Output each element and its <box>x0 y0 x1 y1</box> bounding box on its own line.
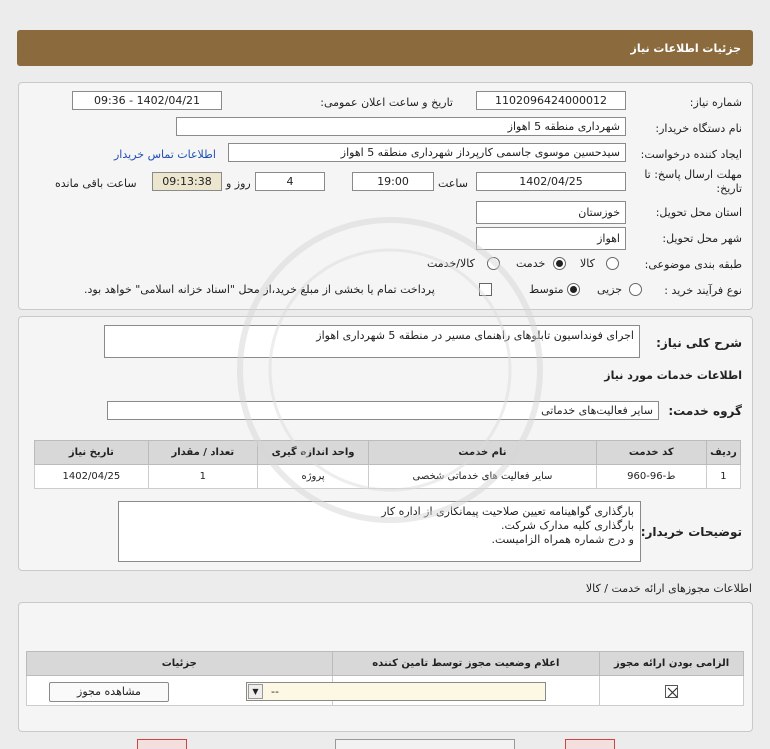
col-quantity: تعداد / مقدار <box>148 441 257 465</box>
deadline-date-field: 1402/04/25 <box>476 172 626 191</box>
permit-status-select[interactable] <box>246 682 546 701</box>
cell-service-code: ط-96-960 <box>596 465 706 489</box>
buyer-org-label: نام دستگاه خریدار: <box>655 122 742 135</box>
purchase-option-minor: جزیی <box>597 283 623 296</box>
cell-quantity: 1 <box>148 465 257 489</box>
bottom-button-red[interactable] <box>565 739 615 749</box>
remaining-time-label: ساعت باقی مانده <box>55 177 137 190</box>
table-row <box>35 465 741 489</box>
buyer-note-line: بارگذاری گواهینامه تعیین صلاحیت پیمانکاری از اداره کار <box>381 505 634 518</box>
buyer-org-field: شهرداری منطقه 5 اهواز <box>176 117 626 136</box>
requester-field: سیدحسین موسوی جاسمی کارپرداز شهرداری منطقه 5 اهواز <box>228 143 626 162</box>
x-mark-icon <box>666 686 679 699</box>
remaining-time-field: 09:13:38 <box>152 172 222 191</box>
category-radio-goods-service[interactable] <box>487 257 500 270</box>
buyer-notes-field <box>118 501 641 562</box>
chevron-down-icon[interactable]: ▼ <box>248 684 263 699</box>
purchase-radio-medium[interactable] <box>567 283 580 296</box>
deadline-days-field: 4 <box>255 172 325 191</box>
need-number-field: 1102096424000012 <box>476 91 626 110</box>
buyer-notes-label: توضیحات خریدار: <box>640 525 742 539</box>
col-row: ردیف <box>706 441 740 465</box>
services-table <box>34 440 741 489</box>
col-service-code: کد خدمت <box>596 441 706 465</box>
treasury-payment-checkbox[interactable] <box>479 283 492 296</box>
deadline-label-line1: مهلت ارسال پاسخ: تا <box>644 168 742 181</box>
category-radio-goods[interactable] <box>606 257 619 270</box>
summary-field: اجرای فونداسیون تابلوهای راهنمای مسیر در منطقه 5 شهرداری اهواز <box>104 325 640 358</box>
announce-datetime-label: تاریخ و ساعت اعلان عمومی: <box>320 96 453 109</box>
col-permit-status: اعلام وضعیت مجوز توسط تامین کننده <box>332 652 600 676</box>
deadline-days-label: روز و <box>226 177 251 190</box>
services-section-title: اطلاعات خدمات مورد نیاز <box>604 369 742 382</box>
cell-row: 1 <box>706 465 740 489</box>
category-option-goods-service: کالا/خدمت <box>427 257 475 270</box>
page-title: جزئیات اطلاعات نیاز <box>630 41 741 55</box>
deadline-label-line2: تاریخ: <box>716 182 742 195</box>
buyer-contact-link[interactable]: اطلاعات تماس خریدار <box>114 148 216 161</box>
col-permit-details: جزئیات <box>27 652 333 676</box>
cell-unit: پروژه <box>257 465 368 489</box>
permits-table-header <box>27 652 744 676</box>
permit-required-checkbox <box>665 685 678 698</box>
province-field: خوزستان <box>476 201 626 224</box>
buyer-note-line: و درج شماره همراه الزامیست. <box>491 533 634 546</box>
col-unit: واحد اندازه گیری <box>257 441 368 465</box>
service-group-field: سایر فعالیت‌های خدماتی <box>107 401 659 420</box>
purchase-option-medium: متوسط <box>529 283 564 296</box>
purchase-radio-minor[interactable] <box>629 283 642 296</box>
buyer-note-line: بارگذاری کلیه مدارک شرکت. <box>501 519 634 532</box>
permit-status-value: -- <box>271 685 279 698</box>
col-service-name: نام خدمت <box>369 441 596 465</box>
category-option-goods: کالا <box>580 257 595 270</box>
city-label: شهر محل تحویل: <box>662 232 742 245</box>
deadline-time-label: ساعت <box>438 177 468 190</box>
deadline-time-field: 19:00 <box>352 172 434 191</box>
requester-label: ایجاد کننده درخواست: <box>640 148 742 161</box>
cell-need-date: 1402/04/25 <box>35 465 149 489</box>
need-number-label: شماره نیاز: <box>689 96 742 109</box>
category-radio-service[interactable] <box>553 257 566 270</box>
permits-section-title: اطلاعات مجوزهای ارائه خدمت / کالا <box>585 582 752 595</box>
summary-label: شرح کلی نیاز: <box>656 336 742 350</box>
cell-service-name: سایر فعالیت های خدماتی شخصی <box>369 465 596 489</box>
service-group-label: گروه خدمت: <box>668 404 742 418</box>
page-header <box>17 30 753 66</box>
col-need-date: تاریخ نیاز <box>35 441 149 465</box>
col-permit-required: الزامی بودن ارائه مجوز <box>600 652 744 676</box>
bottom-button[interactable] <box>335 739 515 749</box>
category-label: طبقه بندی موضوعی: <box>644 258 742 271</box>
city-field: اهواز <box>476 227 626 250</box>
province-label: استان محل تحویل: <box>655 206 742 219</box>
announce-datetime-field: 1402/04/21 - 09:36 <box>72 91 222 110</box>
services-table-header <box>35 441 741 465</box>
category-option-service: خدمت <box>516 257 546 270</box>
view-permit-button[interactable]: مشاهده مجوز <box>49 682 169 702</box>
purchase-type-label: نوع فرآیند خرید : <box>664 284 742 297</box>
treasury-payment-note: پرداخت تمام یا بخشی از مبلغ خرید،از محل "اسناد خزانه اسلامی" خواهد بود. <box>84 283 435 296</box>
bottom-button-red[interactable] <box>137 739 187 749</box>
